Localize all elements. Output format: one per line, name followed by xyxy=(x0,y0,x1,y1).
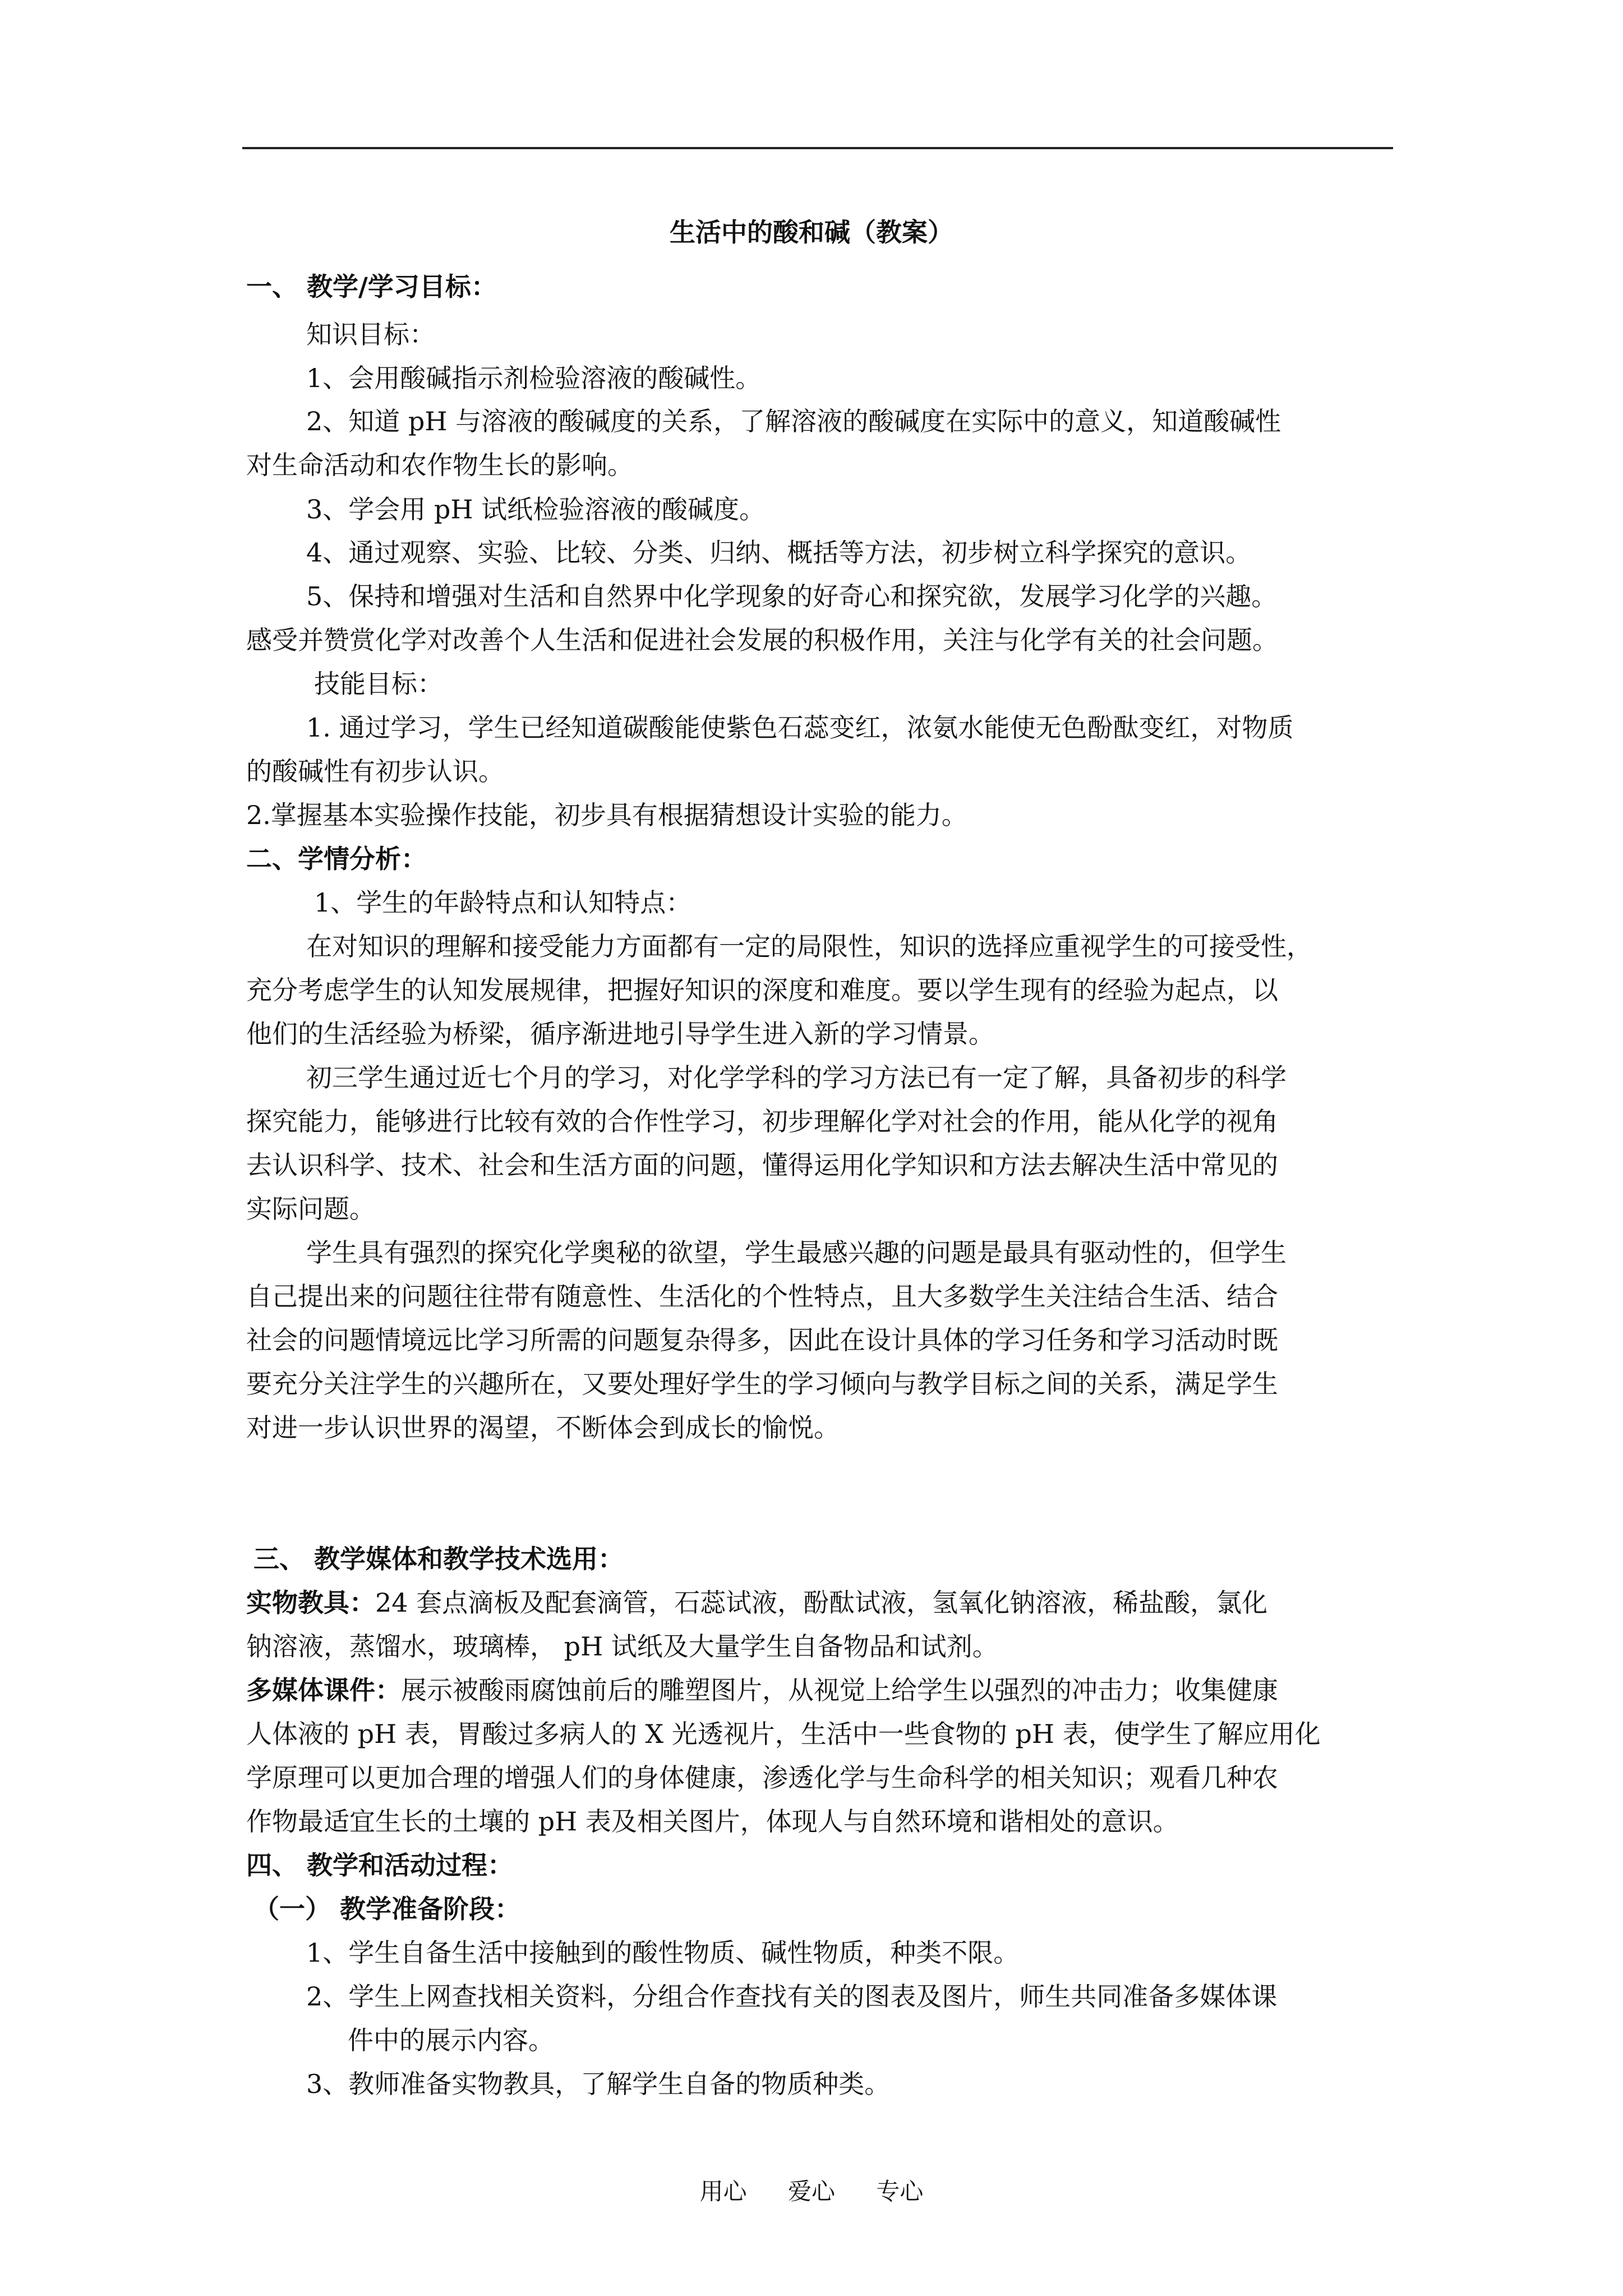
knowledge-item-1: 1、会用酸碱指示剂检验溶液的酸碱性。 xyxy=(306,363,762,393)
knowledge-item-3: 3、学会用 pH 试纸检验溶液的酸碱度。 xyxy=(306,494,766,524)
section-1-heading: 一、 教学/学习目标： xyxy=(246,272,497,302)
analysis-line-8: 学生具有强烈的探究化学奥秘的欲望，学生最感兴趣的问题是最具有驱动性的，但学生 xyxy=(306,1237,1287,1268)
tools-line-2: 钠溶液，蒸馏水，玻璃棒， pH 试纸及大量学生自备物品和试剂。 xyxy=(246,1631,998,1662)
tools-line-1 xyxy=(246,1590,1267,1616)
knowledge-item-4: 4、通过观察、实验、比较、分类、归纳、概括等方法，初步树立科学探究的意识。 xyxy=(306,537,1252,568)
section-3-heading: 三、 教学媒体和教学技术选用： xyxy=(253,1544,624,1574)
analysis-line-11: 要充分关注学生的兴趣所在，又要处理好学生的学习倾向与教学目标之间的关系，满足学生 xyxy=(246,1369,1278,1399)
section-4-sub-heading: （一） 教学准备阶段： xyxy=(253,1894,521,1924)
media-text: 展示被酸雨腐蚀前后的雕塑图片，从视觉上给学生以强烈的冲击力；收集健康 xyxy=(401,1675,1278,1705)
analysis-line-1: 在对知识的理解和接受能力方面都有一定的局限性，知识的选择应重视学生的可接受性， xyxy=(306,931,1312,961)
knowledge-item-2: 2、知道 pH 与溶液的酸碱度的关系，了解溶液的酸碱度在实际中的意义，知道酸碱性 xyxy=(306,406,1281,436)
tools-label: 实物教具： xyxy=(246,1588,375,1618)
document-title: 生活中的酸和碱（教案） xyxy=(670,217,953,247)
analysis-line-4: 初三学生通过近七个月的学习，对化学学科的学习方法已有一定了解，具备初步的科学 xyxy=(306,1062,1287,1093)
analysis-line-2: 充分考虑学生的认知发展规律，把握好知识的深度和难度。要以学生现有的经验为起点，以 xyxy=(246,975,1278,1005)
media-label: 多媒体课件： xyxy=(246,1675,401,1705)
section-2-heading: 二、学情分析： xyxy=(246,844,427,874)
page-footer: 用心 爱心 专心 xyxy=(699,2178,924,2205)
prep-item-1: 1、学生自备生活中接触到的酸性物质、碱性物质，种类不限。 xyxy=(306,1938,1020,1968)
knowledge-item-5: 5、保持和增强对生活和自然界中化学现象的好奇心和探究欲，发展学习化学的兴趣。 xyxy=(306,581,1278,611)
skill-label: 技能目标： xyxy=(314,669,443,699)
knowledge-label: 知识目标： xyxy=(306,319,435,349)
media-line-2: 人体液的 pH 表，胃酸过多病人的 X 光透视片，生活中一些食物的 pH 表，使学生了解应用化 xyxy=(246,1719,1321,1749)
header-rule xyxy=(242,147,1393,149)
section-4-heading: 四、 教学和活动过程： xyxy=(246,1850,514,1880)
skill-item-2: 2.掌握基本实验操作技能，初步具有根据猜想设计实验的能力。 xyxy=(246,800,967,830)
analysis-line-7: 实际问题。 xyxy=(246,1194,375,1224)
skill-item-1: 1. 通过学习，学生已经知道碳酸能使紫色石蕊变红，浓氨水能使无色酚酞变红，对物质 xyxy=(306,712,1294,743)
analysis-line-5: 探究能力，能够进行比较有效的合作性学习，初步理解化学对社会的作用，能从化学的视角 xyxy=(246,1106,1278,1137)
knowledge-item-5-cont: 感受并赞赏化学对改善个人生活和促进社会发展的积极作用，关注与化学有关的社会问题。 xyxy=(246,625,1278,655)
tools-text: 24 套点滴板及配套滴管，石蕊试液，酚酞试液，氢氧化钠溶液，稀盐酸，氯化 xyxy=(375,1588,1268,1618)
analysis-line-12: 对进一步认识世界的渴望，不断体会到成长的愉悦。 xyxy=(246,1412,840,1443)
skill-item-1-cont: 的酸碱性有初步认识。 xyxy=(246,756,504,786)
prep-item-3: 3、教师准备实物教具，了解学生自备的物质种类。 xyxy=(306,2069,891,2099)
analysis-line-9: 自己提出来的问题往往带有随意性、生活化的个性特点，且大多数学生关注结合生活、结合 xyxy=(246,1281,1278,1312)
analysis-line-10: 社会的问题情境远比学习所需的问题复杂得多，因此在设计具体的学习任务和学习活动时既 xyxy=(246,1325,1278,1355)
prep-item-2: 2、学生上网查找相关资料，分组合作查找有关的图表及图片，师生共同准备多媒体课 xyxy=(306,1981,1278,2012)
prep-item-2-cont: 件中的展示内容。 xyxy=(348,2025,554,2055)
media-line-1 xyxy=(246,1677,1278,1703)
knowledge-item-2-cont: 对生命活动和农作物生长的影响。 xyxy=(246,450,633,480)
analysis-line-3: 他们的生活经验为桥梁，循序渐进地引导学生进入新的学习情景。 xyxy=(246,1019,994,1049)
media-line-3: 学原理可以更加合理的增强人们的身体健康，渗透化学与生命科学的相关知识；观看几种农 xyxy=(246,1763,1278,1793)
section-2-sub: 1、学生的年龄特点和认知特点： xyxy=(314,887,692,918)
analysis-line-6: 去认识科学、技术、社会和生活方面的问题，懂得运用化学知识和方法去解决生活中常见的 xyxy=(246,1150,1278,1180)
media-line-4: 作物最适宜生长的土壤的 pH 表及相关图片，体现人与自然环境和谐相处的意识。 xyxy=(246,1806,1179,1837)
